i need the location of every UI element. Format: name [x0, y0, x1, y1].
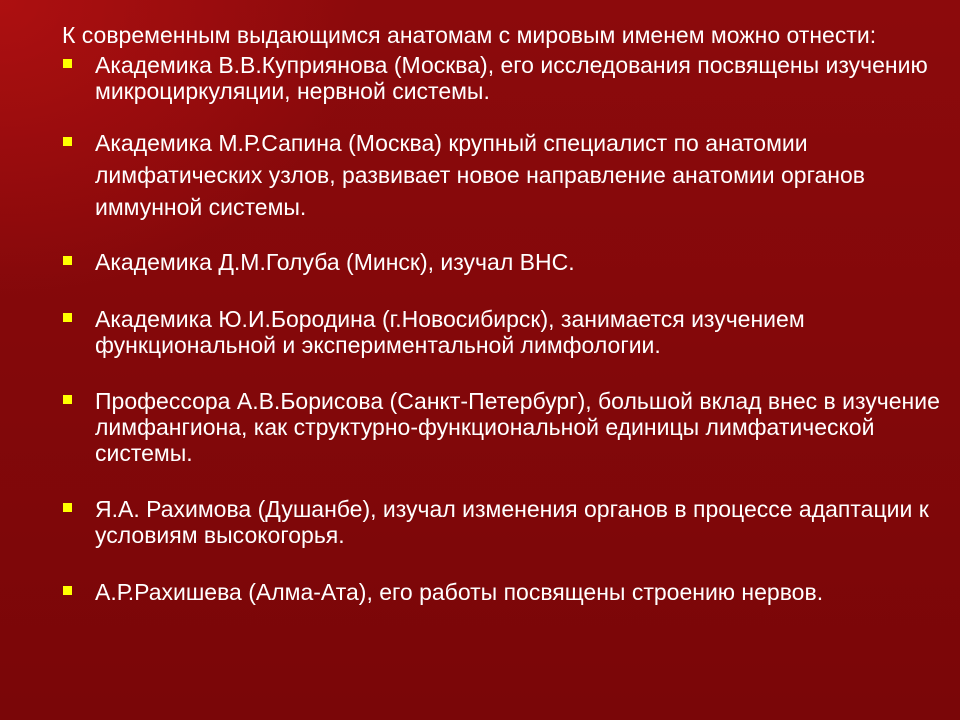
- list-item-text: А.Р.Рахишева (Алма-Ата), его работы посвящены строению нервов.: [95, 579, 824, 605]
- list-item: [62, 579, 942, 605]
- square-bullet-icon: [63, 586, 72, 595]
- list-item: [62, 496, 942, 548]
- square-bullet-icon: [63, 256, 72, 265]
- list-item-text: Академика М.Р.Сапина (Москва) крупный специалист по анатомии лимфатических узлов, развивает новое направление анатомии органов иммунной системы.: [95, 130, 865, 220]
- list-item-text: Академика В.В.Куприянова (Москва), его исследования посвящены изучению микроциркуляции, нервной системы.: [95, 52, 928, 104]
- list-item: [62, 249, 942, 275]
- square-bullet-icon: [63, 313, 72, 322]
- list-item-text: Я.А. Рахимова (Душанбе), изучал изменения органов в процессе адаптации к условиям высокогорья.: [95, 496, 929, 548]
- intro-text: К современным выдающимся анатомам с мировым именем можно отнести:: [62, 22, 877, 48]
- list-item: [62, 388, 942, 466]
- list-item: [62, 52, 942, 104]
- square-bullet-icon: [63, 137, 72, 146]
- square-bullet-icon: [63, 503, 72, 512]
- square-bullet-icon: [63, 395, 72, 404]
- list-item: [62, 306, 942, 358]
- slide-content: [62, 22, 942, 605]
- square-bullet-icon: [63, 59, 72, 68]
- list-item-text: Академика Д.М.Голуба (Минск), изучал ВНС.: [95, 249, 575, 275]
- list-item: [62, 127, 942, 223]
- list-item-text: Академика Ю.И.Бородина (г.Новосибирск), занимается изучением функциональной и экспериментальной лимфологии.: [95, 306, 805, 358]
- list-item-text: Профессора А.В.Борисова (Санкт-Петербург), большой вклад внес в изучение лимфангиона, как структурно-функциональной единицы лимфатической системы.: [95, 388, 940, 466]
